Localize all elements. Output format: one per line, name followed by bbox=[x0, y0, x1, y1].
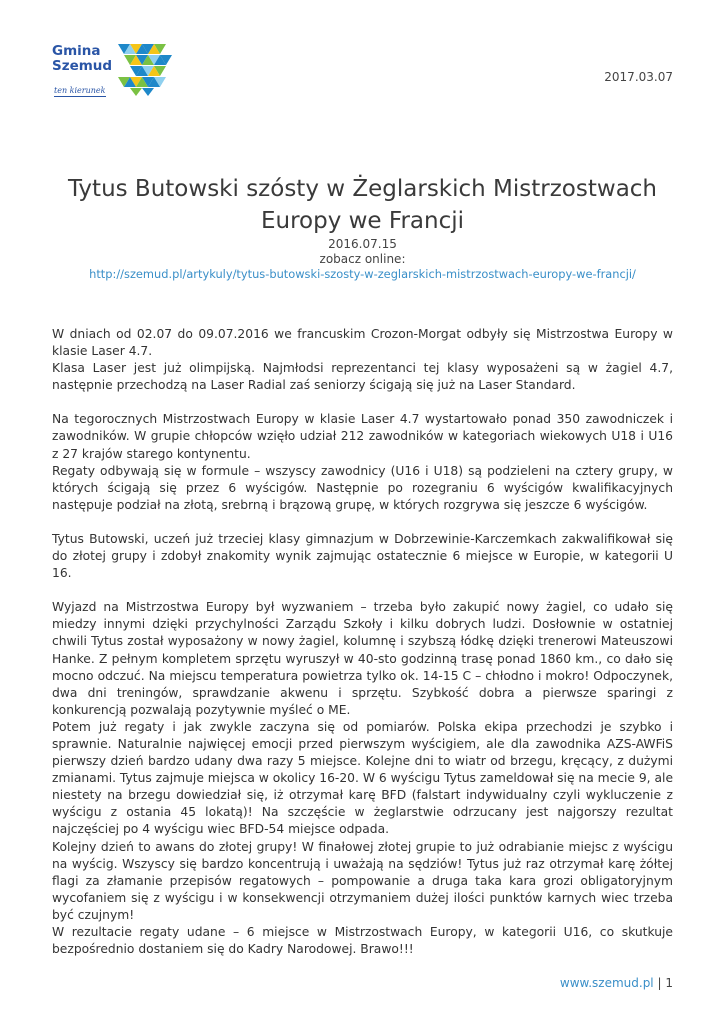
see-online-label: zobacz online: bbox=[319, 252, 406, 266]
article-title-line-2: Europy we Francji bbox=[260, 208, 465, 234]
logo-line-2: Szemud bbox=[52, 58, 113, 74]
article-title-line-1: Tytus Butowski szósty w Żeglarskich Mistrzostwach bbox=[67, 176, 658, 202]
footer-site-link[interactable]: www.szemud.pl bbox=[559, 976, 654, 990]
logo-line-1: Gmina bbox=[52, 43, 101, 59]
footer-separator: | bbox=[657, 976, 662, 990]
logo-tagline: ten kierunek bbox=[54, 86, 106, 95]
paragraph: W rezultacie regaty udane – 6 miejsce w Mistrzostwach Europy, w kategorii U16, co skutkuje bezpośrednio dostaniem się do Kadry Narodowej. Brawo!!! bbox=[52, 925, 673, 957]
article-title bbox=[52, 173, 673, 237]
paragraph: Tytus Butowski, uczeń już trzeciej klasy gimnazjum w Dobrzewinie-Karczemkach zakwalifikował się do złotej grupy i zdobył znakomity wynik zajmując ostatecznie 6 miejsce w Europie, w kategorii U 16. bbox=[52, 531, 673, 581]
publish-date: 2016.07.15 bbox=[328, 237, 397, 251]
paragraph: W dniach od 02.07 do 09.07.2016 we francuskim Crozon-Morgat odbyły się Mistrzostwa Europy w klasie Laser 4.7. bbox=[52, 327, 673, 359]
logo-triangles-icon bbox=[118, 44, 178, 96]
paragraph: Regaty odbywają się w formule – wszyscy zawodnicy (U16 i U18) są podzieleni na cztery grupy, w których ścigają się przez 6 wyścigów. Następnie po rozegraniu 6 wyścigów kwalifikacyjnych następuje podział na złotą, srebrną i brązową grupę, w których rozgrywa się jeszcze 6 wyścigów. bbox=[52, 463, 673, 512]
gmina-szemud-logo bbox=[52, 44, 182, 106]
page-number: 1 bbox=[665, 976, 673, 990]
article-url-link[interactable]: http://szemud.pl/artykuly/tytus-butowski-szosty-w-zeglarskich-mistrzostwach-europy-we-francji/ bbox=[89, 267, 636, 281]
paragraph: Potem już regaty i jak zwykle zaczyna się od pomiarów. Polska ekipa przechodzi je szybko i sprawnie. Naturalnie najwięcej emocji przed pierwszym wyścigiem, ale dla zawodnika AZS-AWFiS pierwszy dzień bardzo udany dwa razy 5 miejsce. Kolejne dni to wiatr od brzegu, kręcący, z dużymi zmianami. Tytus zajmuje miejsca w okolicy 16-20. W 6 wyścigu Tytus zameldował się na mecie 9, ale niestety na brzegu dowiedział się, iż otrzymał karę BFD (falstart indywidualny czyli wykluczenie z wyścigu z ostania 45 lokatą)! Na szczęście w żeglarstwie odrzucany jest najgorszy rezultat najczęściej po 4 wyścigu wiec BFD-54 miejsce odpada. bbox=[52, 719, 674, 837]
article-body bbox=[52, 326, 673, 958]
paragraph: Kolejny dzień to awans do złotej grupy! W finałowej złotej grupie to już odrabianie miejsc z wyścigu na wyścig. Wszyscy się bardzo koncentrują i uważają na sędziów! Tytus już raz otrzymał karę żółtej flagi za złamanie przepisów regatowych – pompowanie a druga taka kara grozi obligatoryjnym wycofaniem się z wyścigu i w konsekwencji otrzymaniem dużej ilości punktów karnych wiec trzeba być czujnym! bbox=[52, 839, 673, 922]
article-header bbox=[52, 173, 673, 282]
paragraph: Na tegorocznych Mistrzostwach Europy w klasie Laser 4.7 wystartowało ponad 350 zawodniczek i zawodników. W grupie chłopców wzięło udział 212 zawodników w kategoriach wiekowych U18 i U16 z 27 krajów starego kontynentu. bbox=[52, 412, 673, 461]
document-date: 2017.03.07 bbox=[604, 70, 673, 84]
page-footer bbox=[560, 976, 673, 990]
paragraph: Klasa Laser jest już olimpijską. Najmłodsi reprezentanci tej klasy wyposażeni są w żagiel 4.7, następnie przechodzą na Laser Radial zaś seniorzy ścigają się już na Laser Standard. bbox=[52, 361, 673, 393]
logo-wordmark bbox=[52, 44, 112, 74]
paragraph: Wyjazd na Mistrzostwa Europy był wyzwaniem – trzeba było zakupić nowy żagiel, co udało się miedzy innymi dzięki przychylności Zarządu Szkoły i kilku dobrych ludzi. Dosłownie w ostatniej chwili Tytus został wyposażony w nowy żagiel, kolumnę i szybszą łódkę dzięki trenerowi Mateuszowi Hanke. Z pełnym kompletem sprzętu wyruszył w 40-sto godzinną trasę ponad 1860 km., co dało się mocno odczuć. Na miejscu temperatura powietrza tylko ok. 14-15 C – chłodno i mokro! Odpoczynek, dwa dni treningów, sprawdzanie akwenu i sprzętu. Szybkość dobra a pierwsze sparingi z konkurencją pozwalają pozytywnie myśleć o ME. bbox=[52, 600, 673, 717]
